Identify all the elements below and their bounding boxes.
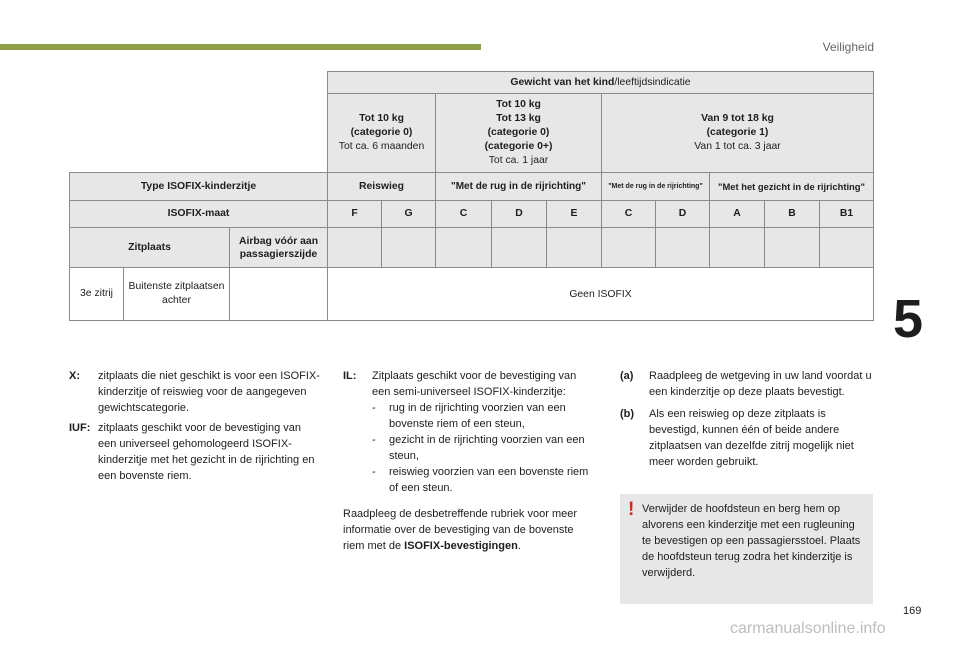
- type-rear-facing-2: "Met de rug in de rijrichting": [601, 172, 710, 201]
- seat-cell: [601, 227, 656, 268]
- type-rear-facing: "Met de rug in de rijrichting": [435, 172, 602, 201]
- weight-header: Gewicht van het kind/leeftijdsindicatie: [327, 71, 874, 94]
- seat-cell: [381, 227, 436, 268]
- seat-cell: [327, 227, 382, 268]
- warning-box: [620, 494, 873, 604]
- size-cell: D: [491, 200, 547, 228]
- size-cell: C: [435, 200, 492, 228]
- warning-icon: !: [628, 499, 635, 520]
- seat-cell: [546, 227, 602, 268]
- seat-cell: [764, 227, 820, 268]
- seat-cell: [435, 227, 492, 268]
- notes: [620, 368, 873, 474]
- chapter-number: 5: [893, 289, 924, 349]
- weight-group-3: Van 9 tot 18 kg (categorie 1) Van 1 tot ca. 3 jaar: [601, 93, 874, 173]
- seat-cell: [491, 227, 547, 268]
- bullet-item: - rug in de rijrichting voorzien van een bovenste riem of een steun,: [372, 402, 566, 430]
- legend-item: X: zitplaats die niet geschikt is voor een ISOFIX-kinderzitje of reiswieg voor de aangegeven gewichtscategorie.: [69, 370, 320, 414]
- seat-cell: [819, 227, 874, 268]
- section-title: Veiligheid: [822, 40, 874, 54]
- reference-paragraph: Raadpleeg de desbetreffende rubriek voor meer informatie over de bevestiging van de bovenste riem met de ISOFIX-bevestigingen.: [343, 508, 578, 552]
- weight-group-1: Tot 10 kg (categorie 0) Tot ca. 6 maanden: [327, 93, 436, 173]
- type-reiswieg: Reiswieg: [327, 172, 436, 201]
- size-cell: C: [601, 200, 656, 228]
- size-cell: A: [709, 200, 765, 228]
- size-cell: D: [655, 200, 710, 228]
- size-cell: G: [381, 200, 436, 228]
- type-forward-facing: "Met het gezicht in de rijrichting": [709, 172, 874, 201]
- row-label: 3e zitrij: [69, 267, 124, 321]
- size-cell: B: [764, 200, 820, 228]
- row-airbag: [229, 267, 328, 321]
- watermark: carmanualsonline.info: [730, 620, 886, 637]
- note-item: (a) Raadpleeg de wetgeving in uw land voordat u een kinderzitje op deze plaats bevestigt.: [620, 370, 872, 398]
- header-accent-bar: [0, 44, 481, 50]
- row-value: Geen ISOFIX: [327, 267, 874, 321]
- size-cell: E: [546, 200, 602, 228]
- bullet-item: - reiswieg voorzien van een bovenste riem of een steun.: [372, 466, 589, 494]
- type-label: Type ISOFIX-kinderzitje: [69, 172, 328, 201]
- weight-group-2: Tot 10 kg Tot 13 kg (categorie 0) (categorie 0+) Tot ca. 1 jaar: [435, 93, 602, 173]
- airbag-label: Airbag vóór aan passagierszijde: [229, 227, 328, 268]
- legend-middle: [343, 368, 595, 554]
- legend-item: IUF: zitplaats geschikt voor de bevestiging van een universeel gehomologeerd ISOFIX-kinderzitje met het gezicht in de rijrichting en een bovenste riem.: [69, 422, 315, 482]
- size-cell: F: [327, 200, 382, 228]
- seat-label: Zitplaats: [69, 227, 230, 268]
- seat-cell: [655, 227, 710, 268]
- legend-item: IL: Zitplaats geschikt voor de bevestiging van een semi-universeel ISOFIX-kinderzitje: - rug in de rijrichting voorzien van een bovenste riem of een steun, - gezicht in de rijrichting voorzien van een steun, - reiswieg voorzien van een bovenste riem of een steun.: [343, 368, 595, 496]
- size-cell: B1: [819, 200, 874, 228]
- note-item: (b) Als een reiswieg op deze zitplaats is bevestigd, kunnen één of beide andere zitplaatsen van dezelfde zitrij mogelijk niet meer worden gebruikt.: [620, 408, 854, 468]
- size-label: ISOFIX-maat: [69, 200, 328, 228]
- page-number: 169: [903, 605, 922, 617]
- warning-text: Verwijder de hoofdsteun en berg hem op alvorens een kinderzitje met een rugleuning te bevestigen op een passagiersstoel. Plaats de hoofdsteun terug zodra het kinderzitje is verwijderd.: [642, 503, 861, 579]
- legend-left: [69, 368, 321, 488]
- seat-cell: [709, 227, 765, 268]
- bullet-item: - gezicht in de rijrichting voorzien van een steun,: [372, 434, 585, 462]
- row-seats: Buitenste zitplaatsen achter: [123, 267, 230, 321]
